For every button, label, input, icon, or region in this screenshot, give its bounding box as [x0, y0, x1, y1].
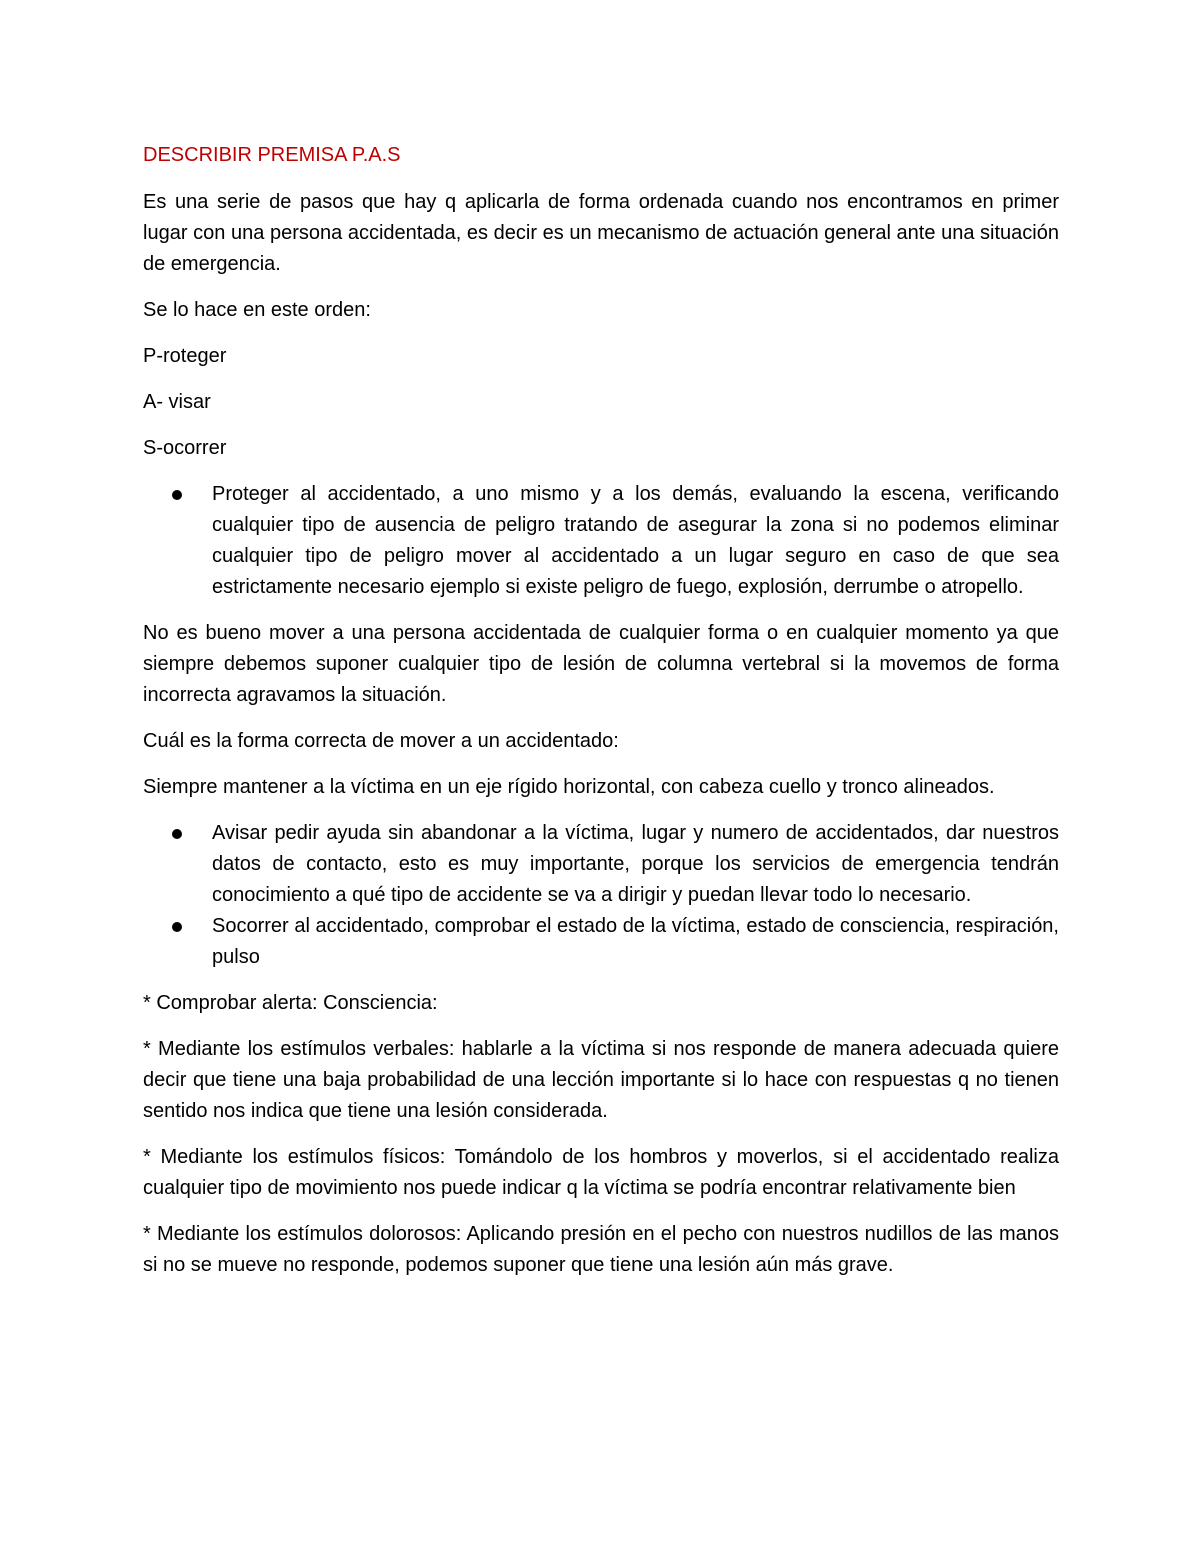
step-help: S-ocorrer: [143, 437, 227, 459]
no-move-paragraph: No es bueno mover a una persona accidentada de cualquier forma o en cualquier momento ya que siempre debemos suponer cualquier tipo de lesión de columna vertebral si la movemos de forma incorrecta agravamos la situación.: [143, 622, 1059, 706]
physical-stimuli-paragraph: * Mediante los estímulos físicos: Tomándolo de los hombros y moverlos, si el accidentado realiza cualquier tipo de movimiento nos puede indicar q la víctima se podría encontrar relativamente bien: [143, 1146, 1059, 1199]
bullet-icon: [172, 490, 182, 500]
action-bullet-list: [143, 818, 1059, 973]
verbal-stimuli-paragraph: * Mediante los estímulos verbales: hablarle a la víctima si nos responde de manera adecuada quiere decir que tiene una baja probabilidad de una lección importante si lo hace con respuestas q no tienen sentido nos indica que tiene una lesión considerada.: [143, 1038, 1059, 1122]
list-item: [143, 818, 1059, 911]
document-heading: DESCRIBIR PREMISA P.A.S: [143, 144, 401, 166]
step-protect: P-roteger: [143, 345, 227, 367]
check-alert-paragraph: * Comprobar alerta: Consciencia:: [143, 992, 438, 1014]
intro-paragraph: Es una serie de pasos que hay q aplicarla de forma ordenada cuando nos encontramos en primer lugar con una persona accidentada, es decir es un mecanismo de actuación general ante una situación de emergencia.: [143, 191, 1059, 275]
document-page: [143, 140, 1059, 1296]
step-alert: A- visar: [143, 391, 211, 413]
bullet-text: Avisar pedir ayuda sin abandonar a la víctima, lugar y numero de accidentados, dar nuestros datos de contacto, esto es muy importante, porque los servicios de emergencia tendrán conocimiento a qué tipo de accidente se va a dirigir y puedan llevar todo lo necesario.: [212, 822, 1059, 906]
order-intro-paragraph: Se lo hace en este orden:: [143, 299, 371, 321]
protect-bullet-list: [143, 479, 1059, 603]
bullet-icon: [172, 829, 182, 839]
bullet-text: Socorrer al accidentado, comprobar el estado de la víctima, estado de consciencia, respiración, pulso: [212, 915, 1059, 968]
question-paragraph: Cuál es la forma correcta de mover a un accidentado:: [143, 730, 619, 752]
bullet-icon: [172, 922, 182, 932]
painful-stimuli-paragraph: * Mediante los estímulos dolorosos: Aplicando presión en el pecho con nuestros nudillos de las manos si no se mueve no responde, podemos suponer que tiene una lesión aún más grave.: [143, 1223, 1059, 1276]
answer-paragraph: Siempre mantener a la víctima en un eje rígido horizontal, con cabeza cuello y tronco alineados.: [143, 776, 995, 798]
list-item: [143, 479, 1059, 603]
bullet-text: Proteger al accidentado, a uno mismo y a los demás, evaluando la escena, verificando cualquier tipo de ausencia de peligro tratando de asegurar la zona si no podemos eliminar cualquier tipo de peligro mover al accidentado a un lugar seguro en caso de que sea estrictamente necesario ejemplo si existe peligro de fuego, explosión, derrumbe o atropello.: [212, 483, 1059, 598]
list-item: [143, 911, 1059, 973]
